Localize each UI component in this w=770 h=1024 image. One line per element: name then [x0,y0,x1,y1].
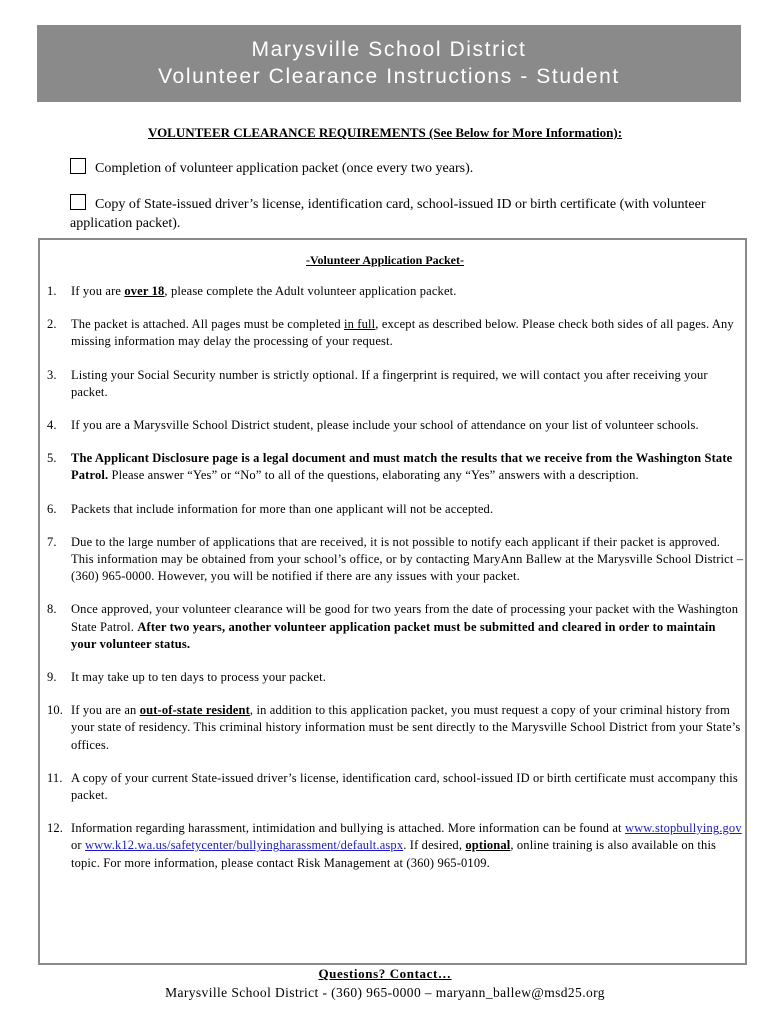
stopbullying-link[interactable]: www.stopbullying.gov [624,821,742,836]
item-text: or [71,838,85,853]
k12-safety-link[interactable]: www.k12.wa.us/safetycenter/bullyingharassment/default.aspx [85,838,404,853]
list-item [47,450,744,484]
list-item [47,501,744,518]
item-emphasis: optional [465,838,511,853]
item-number: 11. [47,770,63,785]
list-item [47,367,744,401]
requirements-title: VOLUNTEER CLEARANCE REQUIREMENTS (See Below for More Information): [147,125,623,140]
item-text: . If desired, [403,838,466,853]
document-header [37,25,741,102]
checkbox[interactable] [70,194,86,210]
item-emphasis: The Applicant Disclosure page is a legal document and must match the results that we receive from the Washington State Patrol. [71,451,733,483]
item-text: , please complete the Adult volunteer application packet. [164,284,457,298]
list-item [47,770,744,804]
list-item [47,601,744,653]
item-number: 6. [47,501,57,516]
requirement-item [70,194,710,233]
item-text: , except as described below. Please check both sides of all pages. Any missing information may delay the processing of your request. [71,317,734,349]
item-text: Please answer “Yes” or “No” to all of the questions, elaborating any “Yes” answers with a description. [108,468,639,483]
list-item [47,417,744,434]
item-text: If you are an [71,703,140,718]
list-item [47,669,744,686]
list-item [47,820,744,872]
item-text: A copy of your current State-issued driver’s license, identification card, school-issued ID or birth certificate must accompany this packet. [71,770,738,803]
packet-instructions-list [47,283,744,888]
item-emphasis: After two years, another volunteer application packet must be submitted and cleared in order to maintain your volunteer status. [71,619,716,651]
requirement-item [70,158,710,178]
item-text: The packet is attached. All pages must be completed [71,317,344,332]
item-number: 4. [47,418,57,433]
requirement-text: Completion of volunteer application packet (once every two years). [95,161,474,176]
item-emphasis: over 18 [124,284,165,298]
item-text: If you are a Marysville School District student, please include your school of attendance on your list of volunteer schools. [71,418,699,433]
item-emphasis: out-of-state resident [139,703,250,718]
district-title: Marysville School District [251,38,527,61]
list-item [47,534,744,586]
list-item [47,702,744,754]
list-item [47,316,744,350]
item-text: Due to the large number of applications that are received, it is not possible to notify each applicant if their packet is approved. This information may be obtained from your school’s office, or by contacting MaryAnn Ballew at the Marysville School District – (360) 965-0000. However, you will be notified if there are any issues with your packet. [71,534,744,584]
item-number: 3. [47,367,57,382]
item-number: 7. [47,534,57,549]
questions-heading: Questions? Contact… [318,966,452,981]
document-title: Volunteer Clearance Instructions - Student [158,65,620,88]
item-number: 5. [47,451,57,466]
item-number: 8. [47,602,57,617]
item-text: Once approved, your volunteer clearance will be good for two years from the date of processing your packet with the Washington State Patrol. [71,602,739,634]
item-number: 2. [47,317,57,332]
item-number: 9. [47,670,57,685]
list-item [47,283,744,300]
requirement-text: Copy of State-issued driver’s license, identification card, school-issued ID or birth certificate (with volunteer application packet). [70,197,706,231]
item-number: 1. [47,284,57,298]
item-text: , online training is also available on this topic. For more information, please contact Risk Management at (360) 965-0109. [71,838,717,870]
item-text: Packets that include information for more than one applicant will not be accepted. [71,501,494,516]
item-number: 12. [47,821,64,836]
checkbox[interactable] [70,158,86,174]
item-number: 10. [47,703,64,718]
item-text: Information regarding harassment, intimidation and bullying is attached. More information can be found at [71,821,625,836]
item-text: It may take up to ten days to process your packet. [71,670,326,685]
item-emphasis: in full [344,317,376,332]
packet-title: -Volunteer Application Packet- [306,253,464,267]
contact-line: Marysville School District - (360) 965-0000 – maryann_ballew@msd25.org [165,985,605,1000]
item-text: , in addition to this application packet, you must request a copy of your criminal history from your state of residency. This criminal history information must be sent directly to the Marysville School District from your State’s offices. [71,703,741,752]
item-text: If you are [71,284,125,298]
item-text: Listing your Social Security number is strictly optional. If a fingerprint is required, we will contact you after receiving your packet. [71,367,708,399]
